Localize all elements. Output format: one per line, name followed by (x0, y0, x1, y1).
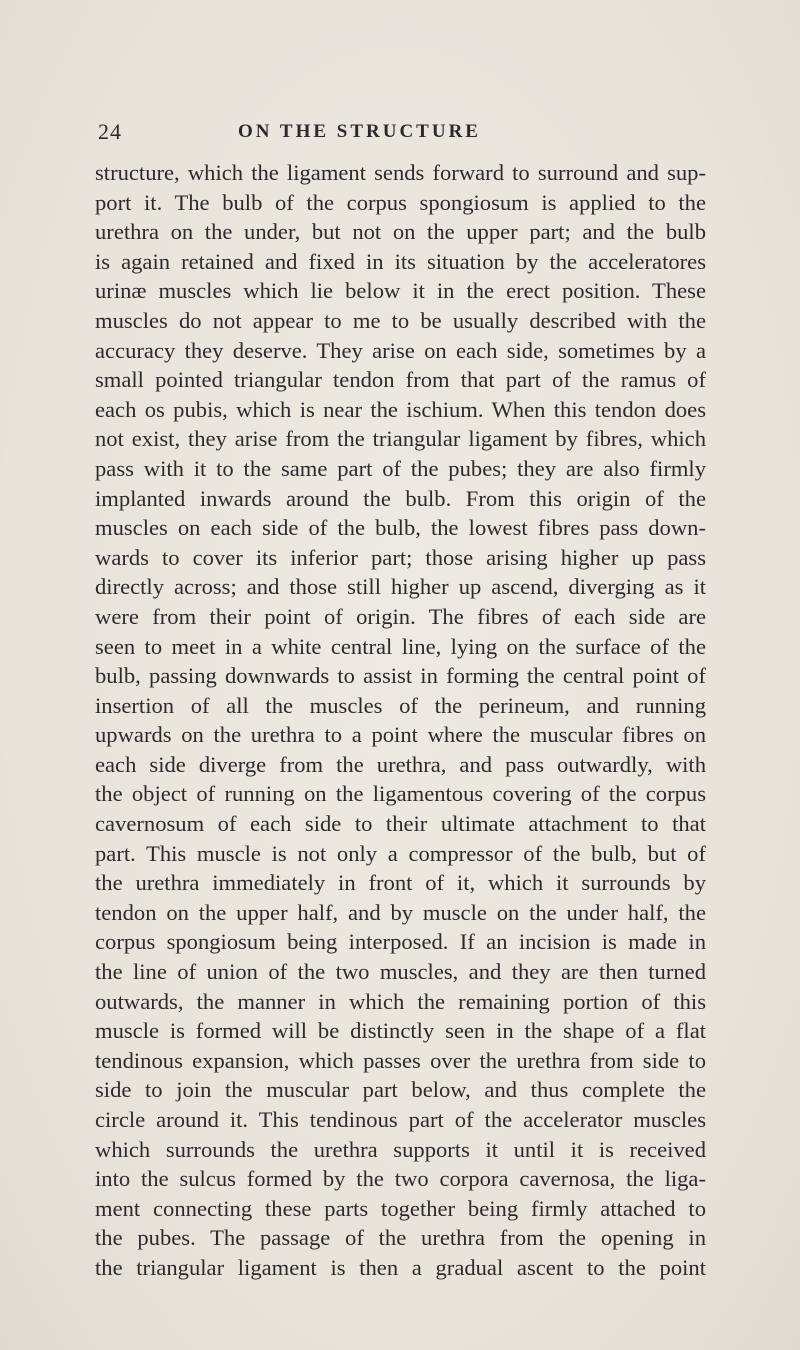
text-line: implanted inwards around the bulb. From this origin of the (95, 485, 706, 511)
text-line: corpus spongiosum being interposed. If an incision is made in (95, 929, 706, 955)
text-line: the object of running on the ligamentous covering of the corpus (95, 781, 706, 807)
text-line: each side diverge from the urethra, and pass outwardly, with (95, 751, 706, 777)
text-line: muscle is formed will be distinctly seen in the shape of a flat (95, 1018, 706, 1044)
text-line: ment connecting these parts together being firmly attached to (95, 1195, 706, 1221)
text-line: tendinous expansion, which passes over the urethra from side to (95, 1047, 706, 1073)
text-line: insertion of all the muscles of the perineum, and running (95, 692, 706, 718)
text-line: side to join the muscular part below, and thus complete the (95, 1077, 706, 1103)
text-line: part. This muscle is not only a compressor of the bulb, but of (95, 840, 706, 866)
text-line: not exist, they arise from the triangular ligament by fibres, which (95, 426, 706, 452)
text-line: urethra on the under, but not on the upper part; and the bulb (95, 219, 706, 245)
text-line: bulb, passing downwards to assist in forming the central point of (95, 663, 706, 689)
text-line: small pointed triangular tendon from that part of the ramus of (95, 367, 706, 393)
text-line: directly across; and those still higher up ascend, diverging as it (95, 574, 706, 600)
text-line: port it. The bulb of the corpus spongiosum is applied to the (95, 189, 706, 215)
text-line: outwards, the manner in which the remaining portion of this (95, 988, 706, 1014)
text-line: pass with it to the same part of the pubes; they are also firmly (95, 455, 706, 481)
text-line: upwards on the urethra to a point where the muscular fibres on (95, 722, 706, 748)
text-line: structure, which the ligament sends forward to surround and sup- (95, 160, 706, 185)
page-header (98, 119, 698, 149)
text-line: muscles do not appear to me to be usually described with the (95, 307, 706, 333)
text-line: is again retained and fixed in its situation by the acceleratores (95, 248, 706, 274)
text-line: wards to cover its inferior part; those arising higher up pass (95, 544, 706, 570)
page-number: 24 (98, 119, 122, 144)
text-line: which surrounds the urethra supports it until it is received (95, 1136, 706, 1162)
text-line: the pubes. The passage of the urethra from the opening in (95, 1225, 706, 1251)
text-line: were from their point of origin. The fibres of each side are (95, 603, 706, 629)
text-line: circle around it. This tendinous part of the accelerator muscles (95, 1107, 706, 1132)
text-line: accuracy they deserve. They arise on each side, sometimes by a (95, 337, 706, 363)
text-line: the line of union of the two muscles, and they are then turned (95, 959, 706, 985)
text-line: into the sulcus formed by the two corpora cavernosa, the liga- (95, 1166, 706, 1192)
text-line: the urethra immediately in front of it, which it surrounds by (95, 870, 706, 896)
text-line: cavernosum of each side to their ultimate attachment to that (95, 811, 706, 837)
text-line: tendon on the upper half, and by muscle on the under half, the (95, 899, 706, 925)
text-line: seen to meet in a white central line, lying on the surface of the (95, 633, 706, 659)
text-line: the triangular ligament is then a gradual ascent to the point (95, 1254, 706, 1280)
text-line: each os pubis, which is near the ischium. When this tendon does (95, 396, 706, 422)
text-line: muscles on each side of the bulb, the lowest fibres pass down- (95, 515, 706, 541)
body-text (95, 158, 706, 1283)
running-head: ON THE STRUCTURE (238, 121, 481, 142)
text-line: urinæ muscles which lie below it in the erect position. These (95, 278, 706, 304)
